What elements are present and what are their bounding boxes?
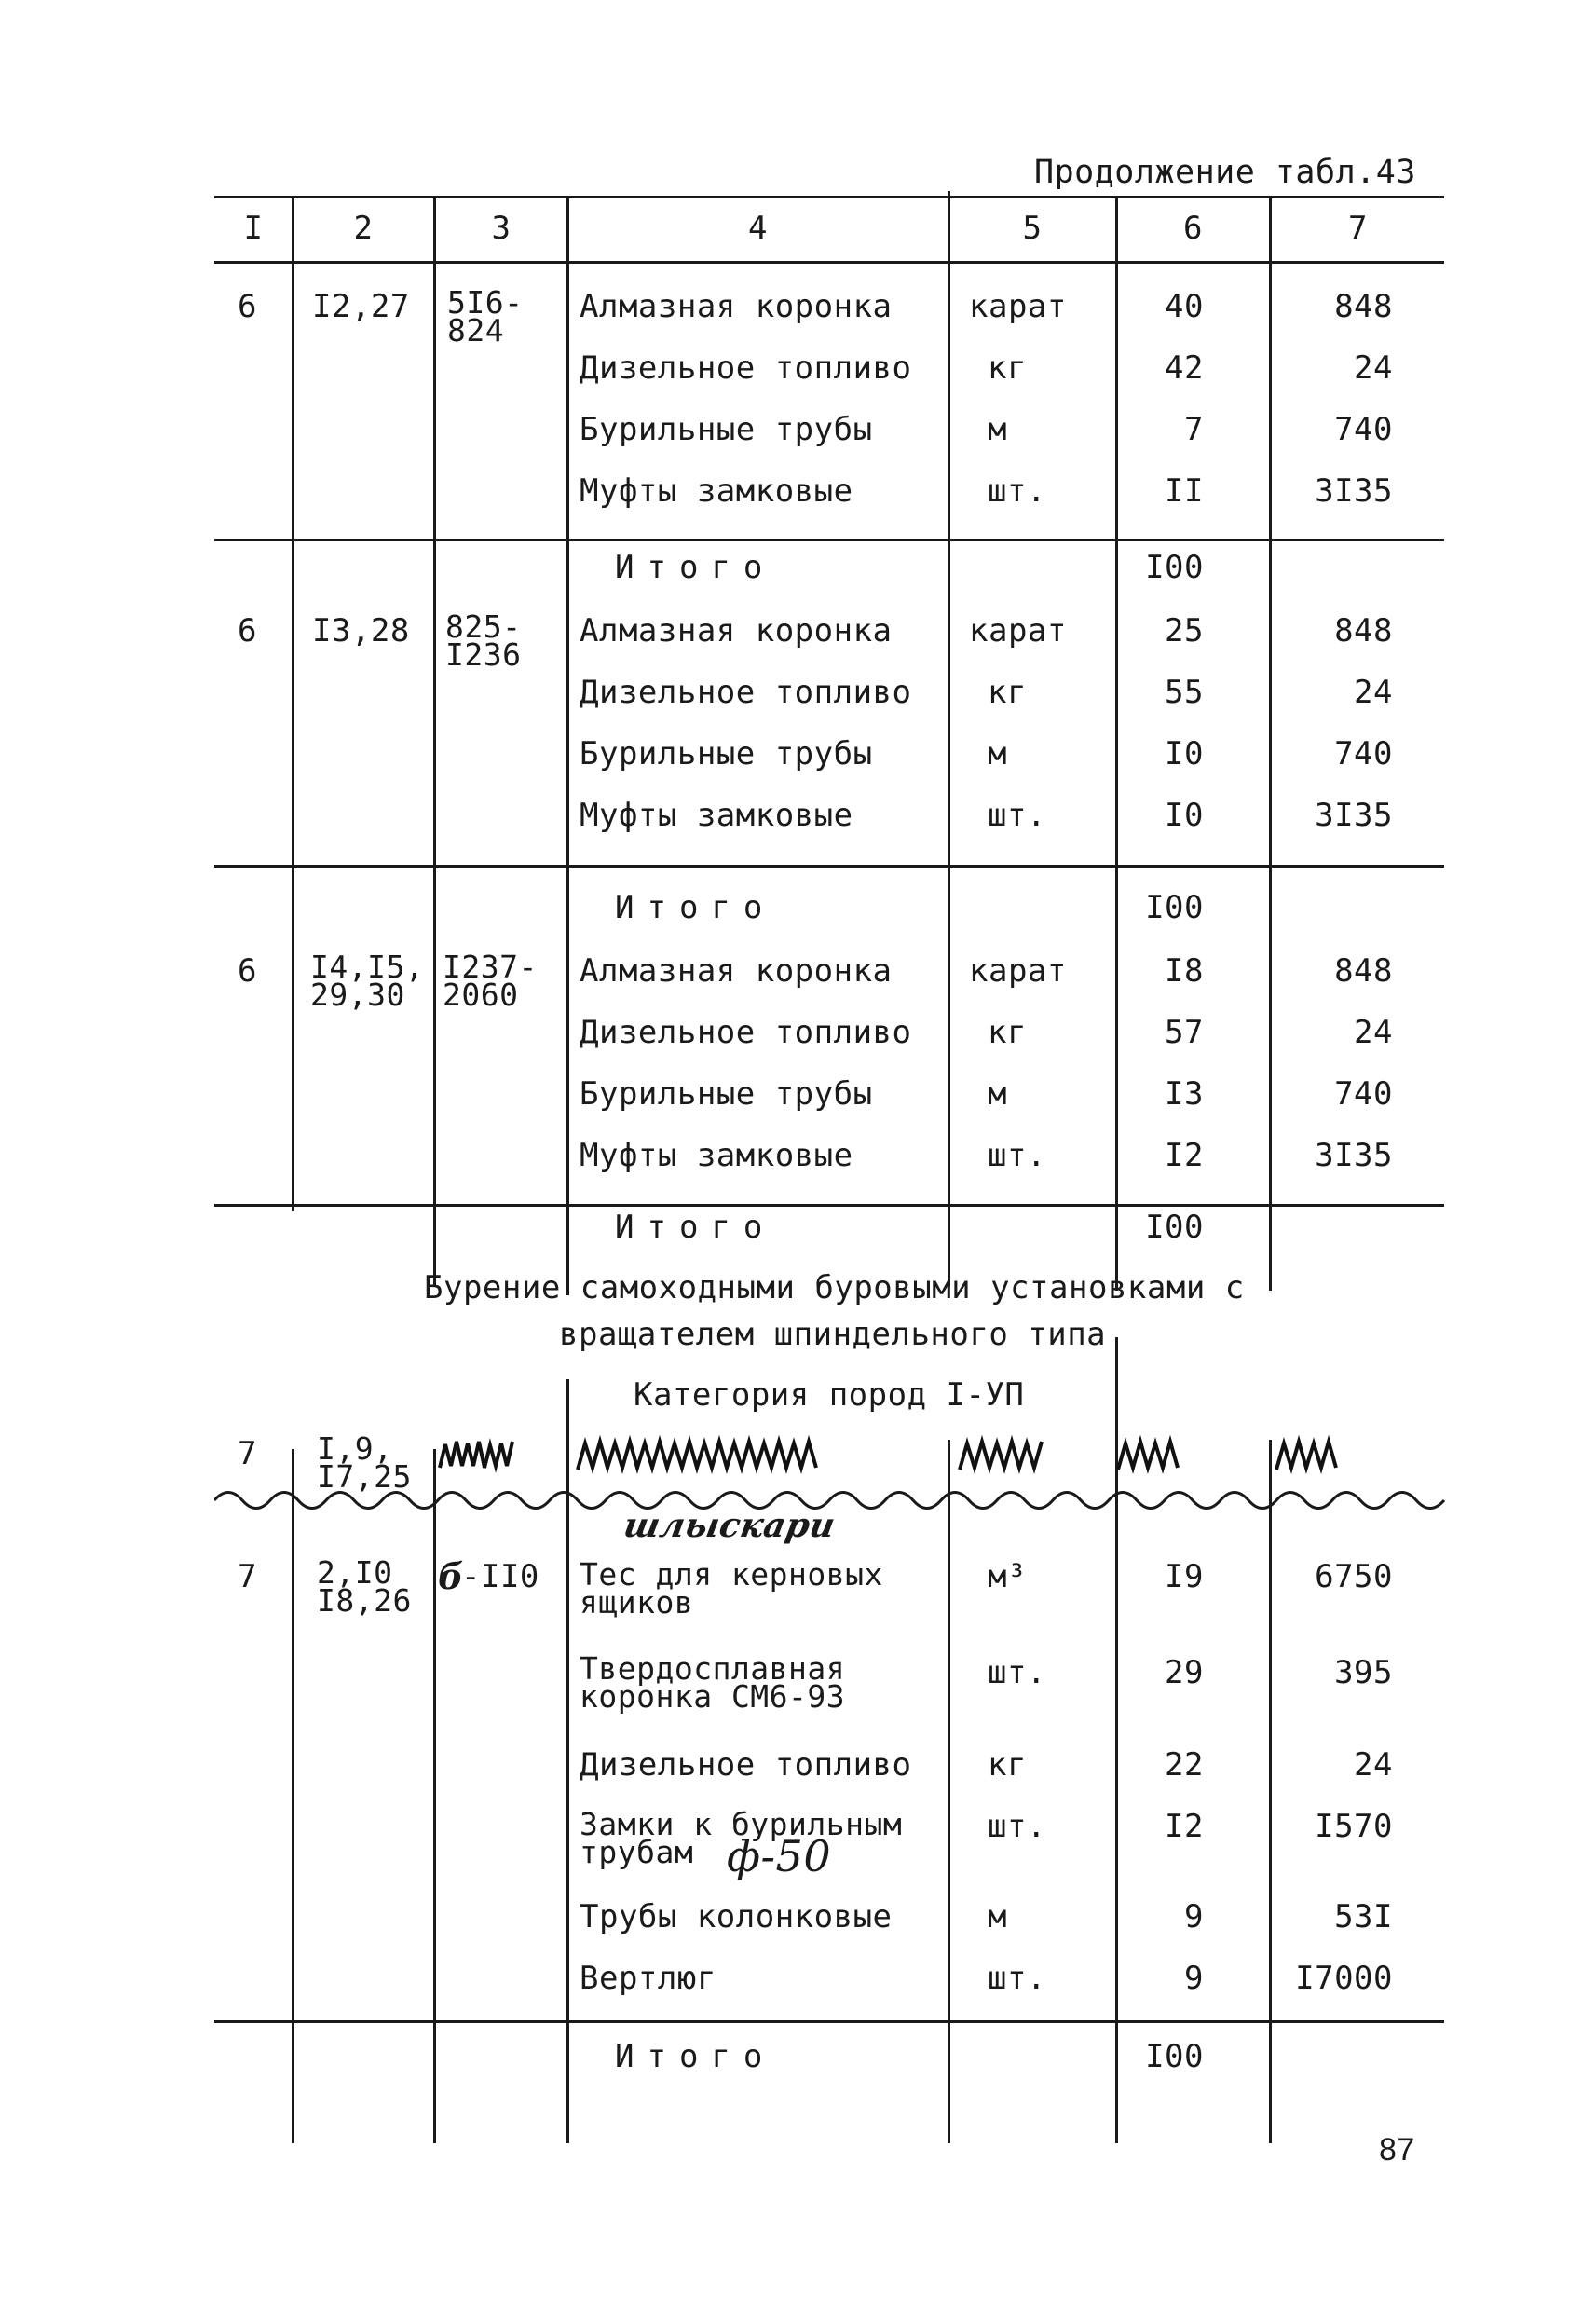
g4-r3-price: 24: [1354, 1746, 1393, 1784]
group-1-rule: [214, 539, 1444, 541]
g3-col1: 6: [238, 952, 257, 990]
g4-r4-name: Замки к бурильным трубам: [580, 1806, 903, 1870]
g1-r2-qty: 42: [1165, 349, 1204, 387]
g3-r1-name: Алмазная коронка: [580, 952, 893, 990]
g4-r6-unit: шт.: [988, 1960, 1046, 1997]
group-3-rule: [214, 1204, 1444, 1207]
g1-r2-price: 24: [1354, 349, 1393, 387]
g4-r5-name: Трубы колонковые: [580, 1898, 893, 1935]
g4-r6-qty: 9: [1184, 1960, 1204, 1997]
g1-r3-name: Бурильные трубы: [580, 411, 873, 448]
g3-r4-name: Муфты замковые: [580, 1137, 853, 1174]
g2-r3-name: Бурильные трубы: [580, 735, 873, 773]
g4-col3-handwritten-prefix: б: [438, 1555, 464, 1597]
g2-r2-unit: кг: [988, 674, 1027, 711]
continuation-caption: Продолжение табл.43: [1034, 154, 1416, 191]
g4-r5-qty: 9: [1184, 1898, 1204, 1935]
g1-r3-qty: 7: [1184, 411, 1204, 448]
g2-r3-qty: I0: [1165, 735, 1204, 773]
handwritten-insert: шлыскари: [621, 1506, 839, 1545]
g1-r4-unit: шт.: [988, 472, 1046, 510]
struck-out-scribbles: [438, 1430, 1407, 1486]
page-number: 87: [1379, 2132, 1415, 2167]
g3-col2: I4,I5, 29,30: [310, 949, 425, 1013]
g4-r3-name: Дизельное топливо: [580, 1746, 912, 1784]
g3-r4-unit: шт.: [988, 1137, 1046, 1174]
g4-r2-price: 395: [1334, 1654, 1393, 1691]
g3-r4-price: 3I35: [1315, 1137, 1393, 1174]
g1-r1-price: 848: [1334, 288, 1393, 325]
g2-r4-name: Муфты замковые: [580, 797, 853, 834]
g1-r2-name: Дизельное топливо: [580, 349, 912, 387]
g4-r1-qty: I9: [1165, 1558, 1204, 1595]
g2-r2-name: Дизельное топливо: [580, 674, 912, 711]
g3-r3-name: Бурильные трубы: [580, 1075, 873, 1113]
g4-r6-name: Вертлюг: [580, 1960, 716, 1997]
col-divider-1: [292, 196, 294, 1211]
g4-col3: -II0: [461, 1558, 539, 1595]
handwritten-diameter: ф-50: [727, 1831, 832, 1881]
g3-r3-price: 740: [1334, 1075, 1393, 1113]
g1-r3-unit: м: [988, 411, 1007, 448]
g1-r2-unit: кг: [988, 349, 1027, 387]
g3-r2-unit: кг: [988, 1014, 1027, 1051]
g3-col3: I237- 2060: [443, 949, 538, 1013]
section-title-line2: вращателем шпиндельного типа: [559, 1316, 1107, 1353]
g2-r4-price: 3I35: [1315, 797, 1393, 834]
col-divider-1b: [292, 1449, 294, 2143]
g2-col1: 6: [238, 612, 257, 650]
g2-r3-price: 740: [1334, 735, 1393, 773]
g2-total-value: I00: [1145, 889, 1204, 926]
g3-r2-price: 24: [1354, 1014, 1393, 1051]
col-header-2: 2: [353, 210, 374, 247]
g2-total-label: Итого: [615, 889, 776, 926]
table-top-rule: [214, 196, 1444, 198]
g3-r1-qty: I8: [1165, 952, 1204, 990]
col-divider-4b: [948, 1440, 950, 2143]
struck-col2: I,9, I7,25: [317, 1430, 412, 1495]
struck-col1: 7: [238, 1435, 257, 1472]
g4-r2-unit: шт.: [988, 1654, 1046, 1691]
section-category: Категория пород I-УП: [634, 1376, 1025, 1414]
g2-r2-price: 24: [1354, 674, 1393, 711]
col-header-5: 5: [1022, 210, 1043, 247]
g4-r3-unit: кг: [988, 1746, 1027, 1784]
g2-r4-qty: I0: [1165, 797, 1204, 834]
col-header-3: 3: [491, 210, 512, 247]
col-divider-6b: [1269, 1440, 1272, 2143]
g4-col2: 2,I0 I8,26: [317, 1554, 412, 1619]
col-header-1: I: [243, 210, 264, 247]
g4-total-value: I00: [1145, 2038, 1204, 2075]
section-title-line1: Бурение самоходными буровыми установками с: [424, 1269, 1245, 1306]
g4-r5-price: 53I: [1334, 1898, 1393, 1935]
g4-r2-qty: 29: [1165, 1654, 1204, 1691]
g1-col3: 5I6- 824: [447, 284, 524, 349]
g1-r1-name: Алмазная коронка: [580, 288, 893, 325]
g2-r1-name: Алмазная коронка: [580, 612, 893, 650]
g4-r6-price: I7000: [1295, 1960, 1393, 1997]
g4-r4-price: I570: [1315, 1808, 1393, 1845]
col-header-7: 7: [1348, 210, 1368, 247]
g3-r2-name: Дизельное топливо: [580, 1014, 912, 1051]
g1-r1-unit: карат: [969, 288, 1067, 325]
g3-r3-unit: м: [988, 1075, 1007, 1113]
g1-col1: 6: [238, 288, 257, 325]
g4-r1-name: Тес для керновых ящиков: [580, 1556, 883, 1620]
g2-r4-unit: шт.: [988, 797, 1046, 834]
col-header-6: 6: [1183, 210, 1203, 247]
g2-r1-price: 848: [1334, 612, 1393, 650]
g3-total-value: I00: [1145, 1209, 1204, 1246]
g4-total-label: Итого: [615, 2038, 776, 2075]
group-2-rule: [214, 865, 1444, 868]
g4-r4-qty: I2: [1165, 1808, 1204, 1845]
g2-r2-qty: 55: [1165, 674, 1204, 711]
wavy-strike-line: [214, 1480, 1463, 1526]
g4-r2-name: Твердосплавная коронка СМ6-93: [580, 1650, 846, 1715]
g4-r1-price: 6750: [1315, 1558, 1393, 1595]
g1-r1-qty: 40: [1165, 288, 1204, 325]
g2-r1-unit: карат: [969, 612, 1067, 650]
g3-total-label: Итого: [615, 1209, 776, 1246]
g4-r3-qty: 22: [1165, 1746, 1204, 1784]
g3-r1-unit: карат: [969, 952, 1067, 990]
col-divider-4: [948, 191, 950, 1286]
col-divider-2b: [433, 1449, 436, 2143]
g4-r1-unit: м³: [988, 1558, 1027, 1595]
col-header-4: 4: [748, 210, 768, 247]
g2-r3-unit: м: [988, 735, 1007, 773]
g1-r3-price: 740: [1334, 411, 1393, 448]
g2-col3: 825- I236: [445, 609, 522, 673]
g4-r5-unit: м: [988, 1898, 1007, 1935]
g1-r4-price: 3I35: [1315, 472, 1393, 510]
g3-r1-price: 848: [1334, 952, 1393, 990]
g3-r4-qty: I2: [1165, 1137, 1204, 1174]
g1-col2: I2,27: [312, 288, 410, 325]
group-4-rule: [214, 2020, 1444, 2023]
header-bottom-rule: [214, 261, 1444, 264]
g3-r2-qty: 57: [1165, 1014, 1204, 1051]
g2-r1-qty: 25: [1165, 612, 1204, 650]
g4-col1: 7: [238, 1558, 257, 1595]
col-divider-3: [566, 196, 569, 1295]
g1-total-value: I00: [1145, 549, 1204, 586]
g4-r4-unit: шт.: [988, 1808, 1046, 1845]
g3-r3-qty: I3: [1165, 1075, 1204, 1113]
g1-r4-name: Муфты замковые: [580, 472, 853, 510]
col-divider-2: [433, 196, 436, 1286]
g2-col2: I3,28: [312, 612, 410, 650]
g1-r4-qty: II: [1165, 472, 1204, 510]
g1-total-label: Итого: [615, 549, 776, 586]
